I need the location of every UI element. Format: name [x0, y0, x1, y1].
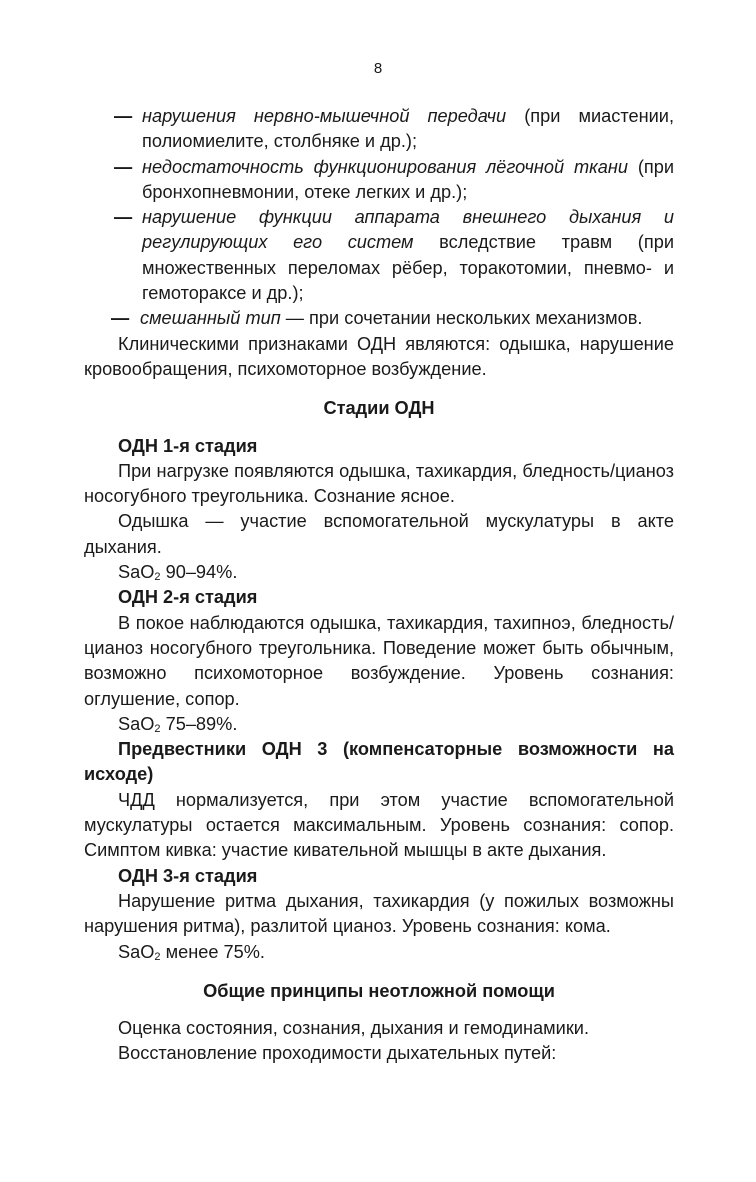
sao2-label: SaO: [118, 941, 155, 962]
stage2-heading: ОДН 2-я стадия: [118, 587, 258, 608]
list-item: [84, 155, 674, 206]
dash-marker: —: [114, 106, 133, 126]
stage1-paragraph: При нагрузке появляются одышка, тахикардия, бледность/цианоз носогубного треугольника. Сознание ясное.: [84, 460, 674, 507]
principles-item: Восстановление проходимости дыхательных путей:: [118, 1043, 557, 1064]
stage2-paragraph: В покое наблюдаются одышка, тахикардия, тахипноэ, бледность/цианоз носогубного треугольника. Поведение может быть обычным, возможно психомоторное возбуждение. Уровень сознания: оглушение, сопор.: [84, 612, 674, 709]
stage1-dyspnea-paragraph: Одышка — участие вспомогательной мускулатуры в акте дыхания.: [84, 511, 674, 557]
dash-marker: —: [114, 207, 133, 228]
list-item-italic: смешанный тип: [140, 308, 281, 329]
list-item-text: вследствие травм (при множественных переломах рёбер, торакотомии, пневмо- и гемотораксе и др.);: [142, 232, 674, 304]
list-item: [84, 205, 674, 306]
sao2-value: 90–94%.: [160, 562, 238, 583]
sao2-subscript: 2: [154, 950, 161, 963]
sao2-subscript: 2: [154, 722, 161, 735]
stage1-heading: ОДН 1-я стадия: [118, 435, 258, 456]
sao2-label: SaO: [118, 562, 155, 583]
list-item-text: — при сочетании нескольких механизмов.: [280, 308, 643, 329]
list-item-text: (при бронхопневмонии, отеке легких и др.);: [142, 156, 674, 202]
stage3-heading: ОДН 3-я стадия: [118, 865, 258, 886]
dash-marker: —: [111, 308, 130, 329]
principles-item: Оценка состояния, сознания, дыхания и гемодинамики.: [118, 1018, 590, 1039]
sao2-value: менее 75%.: [160, 941, 265, 962]
stages-heading: Стадии ОДН: [323, 398, 435, 419]
sao2-value: 75–89%.: [160, 713, 238, 734]
stage3-sao2: [84, 940, 674, 965]
list-item: [84, 306, 674, 331]
list-item-italic: нарушения нервно-мышечной передачи: [142, 106, 507, 126]
dash-marker: —: [114, 156, 133, 177]
principles-heading: Общие принципы неотложной помощи: [203, 980, 555, 1001]
precursors-paragraph: ЧДД нормализуется, при этом участие вспомогательной мускулатуры остается максимальным. Уровень сознания: сопор. Симптом кивка: участие кивательной мышцы в акте дыхания.: [84, 789, 674, 861]
stage3-paragraph: Нарушение ритма дыхания, тахикардия (у пожилых возможны нарушения ритма), разлитой цианоз. Уровень сознания: кома.: [84, 890, 674, 937]
precursors-heading: Предвестники ОДН 3 (компенсаторные возможности на исходе): [84, 739, 674, 785]
stage2-sao2: [84, 712, 674, 737]
list-item-text: (при миастении, полиомиелите, столбняке и др.);: [142, 106, 674, 152]
list-item: [84, 104, 674, 155]
page-content: [84, 104, 674, 1067]
stage1-sao2: [84, 560, 674, 585]
sao2-subscript: 2: [154, 571, 161, 584]
intro-paragraph: Клиническими признаками ОДН являются: одышка, нарушение кровообращения, психомоторное возбуждение.: [84, 333, 674, 379]
list-item-italic: недостаточность функционирования лёгочной ткани: [142, 156, 628, 177]
sao2-label: SaO: [118, 713, 155, 734]
page-number: 8: [373, 60, 383, 77]
list-item-italic: нарушение функции аппарата внешнего дыхания и регулирующих его систем: [142, 207, 674, 253]
